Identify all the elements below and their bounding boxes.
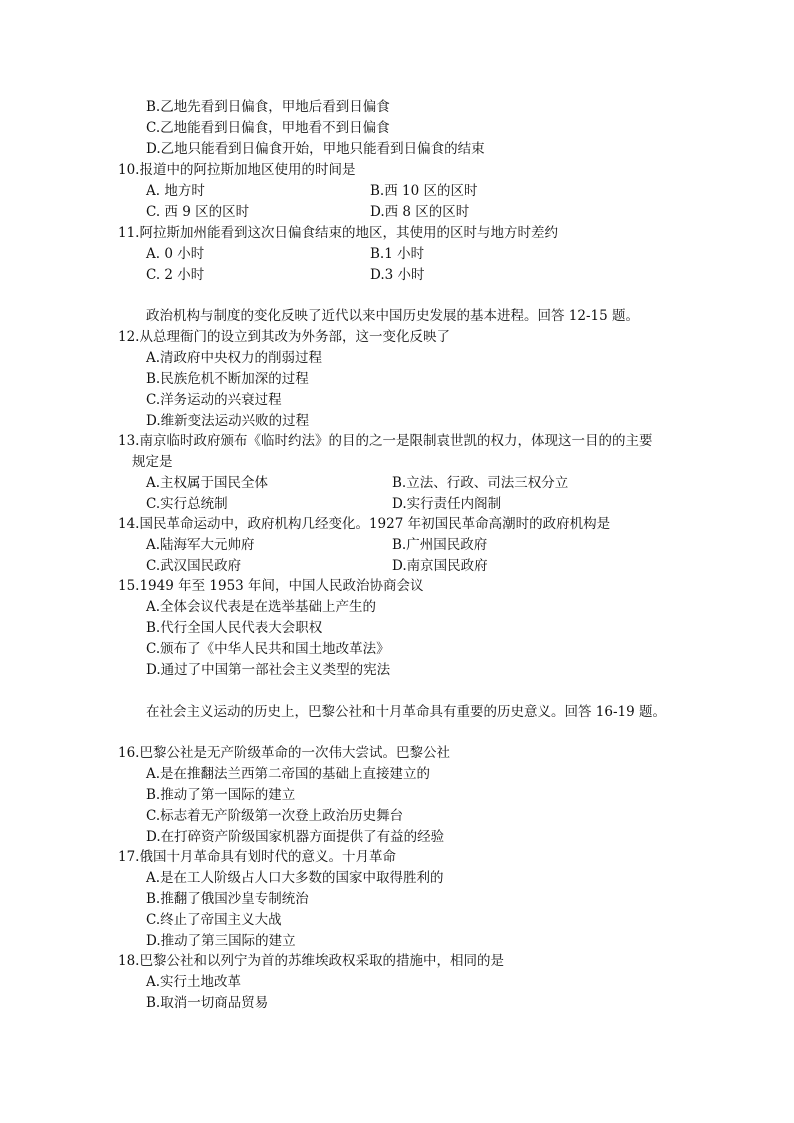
q17-option-b: B.推翻了俄国沙皇专制统治	[146, 891, 309, 907]
q14-option-a: A.陆海军大元帅府	[146, 537, 255, 553]
q14-stem: 14.国民革命运动中，政府机构几经变化。1927 年初国民革命高潮时的政府机构是	[118, 516, 611, 532]
q10-stem: 10.报道中的阿拉斯加地区使用的时间是	[118, 162, 356, 178]
q13-stem: 13.南京临时政府颁布《临时约法》的目的之一是限制袁世凯的权力，体现这一目的的主要	[118, 433, 653, 449]
q15-option-c: C.颁布了《中华人民共和国土地改革法》	[146, 641, 390, 657]
q9-option-b: B.乙地先看到日偏食，甲地后看到日偏食	[146, 99, 390, 115]
q18-stem: 18.巴黎公社和以列宁为首的苏维埃政权采取的措施中，相同的是	[118, 953, 504, 969]
q14-option-b: B.广州国民政府	[392, 537, 488, 553]
q11-option-b: B.1 小时	[370, 246, 425, 262]
q13-stem-cont: 规定是	[132, 454, 173, 470]
intro-12-15: 政治机构与制度的变化反映了近代以来中国历史发展的基本进程。回答 12-15 题。	[146, 308, 639, 324]
q14-option-c: C.武汉国民政府	[146, 558, 242, 574]
q13-option-b: B.立法、行政、司法三权分立	[392, 475, 569, 491]
q14-option-d: D.南京国民政府	[392, 558, 488, 574]
q13-option-a: A.主权属于国民全体	[146, 475, 269, 491]
q11-option-a: A. 0 小时	[146, 246, 205, 262]
q10-option-a: A. 地方时	[146, 183, 205, 199]
q16-option-c: C.标志着无产阶级第一次登上政治历史舞台	[146, 808, 404, 824]
q15-option-b: B.代行全国人民代表大会职权	[146, 620, 323, 636]
q16-stem: 16.巴黎公社是无产阶级革命的一次伟大尝试。巴黎公社	[118, 745, 450, 761]
q16-option-b: B.推动了第一国际的建立	[146, 787, 296, 803]
q16-option-a: A.是在推翻法兰西第二帝国的基础上直接建立的	[146, 766, 431, 782]
q18-option-b: B.取消一切商品贸易	[146, 995, 269, 1011]
intro-16-19: 在社会主义运动的历史上，巴黎公社和十月革命具有重要的历史意义。回答 16-19 题。	[146, 704, 666, 720]
q17-option-c: C.终止了帝国主义大战	[146, 912, 282, 928]
q12-stem: 12.从总理衙门的设立到其改为外务部，这一变化反映了	[118, 329, 450, 345]
q9-option-c: C.乙地能看到日偏食，甲地看不到日偏食	[146, 120, 390, 136]
q13-option-d: D.实行责任内阁制	[392, 496, 502, 512]
q17-option-a: A.是在工人阶级占人口大多数的国家中取得胜利的	[146, 870, 444, 886]
q17-stem: 17.俄国十月革命具有划时代的意义。十月革命	[118, 849, 396, 865]
q9-option-d: D.乙地只能看到日偏食开始，甲地只能看到日偏食的结束	[146, 141, 485, 157]
q10-option-d: D.西 8 区的区时	[370, 204, 470, 220]
q12-option-d: D.维新变法运动兴败的过程	[146, 413, 310, 429]
q17-option-d: D.推动了第三国际的建立	[146, 933, 296, 949]
q12-option-b: B.民族危机不断加深的过程	[146, 371, 309, 387]
q12-option-a: A.清政府中央权力的削弱过程	[146, 350, 323, 366]
q16-option-d: D.在打碎资产阶级国家机器方面提供了有益的经验	[146, 829, 445, 845]
q15-option-d: D.通过了中国第一部社会主义类型的宪法	[146, 662, 391, 678]
q10-option-c: C. 西 9 区的区时	[146, 204, 250, 220]
q15-option-a: A.全体会议代表是在选举基础上产生的	[146, 599, 377, 615]
q12-option-c: C.洋务运动的兴衰过程	[146, 392, 282, 408]
q10-option-b: B.西 10 区的区时	[370, 183, 478, 199]
q15-stem: 15.1949 年至 1953 年间，中国人民政治协商会议	[118, 578, 424, 594]
q13-option-c: C.实行总统制	[146, 496, 228, 512]
q11-stem: 11.阿拉斯加州能看到这次日偏食结束的地区，其使用的区时与地方时差约	[118, 225, 558, 241]
q11-option-c: C. 2 小时	[146, 267, 205, 283]
q11-option-d: D.3 小时	[370, 267, 425, 283]
q18-option-a: A.实行土地改革	[146, 974, 242, 990]
